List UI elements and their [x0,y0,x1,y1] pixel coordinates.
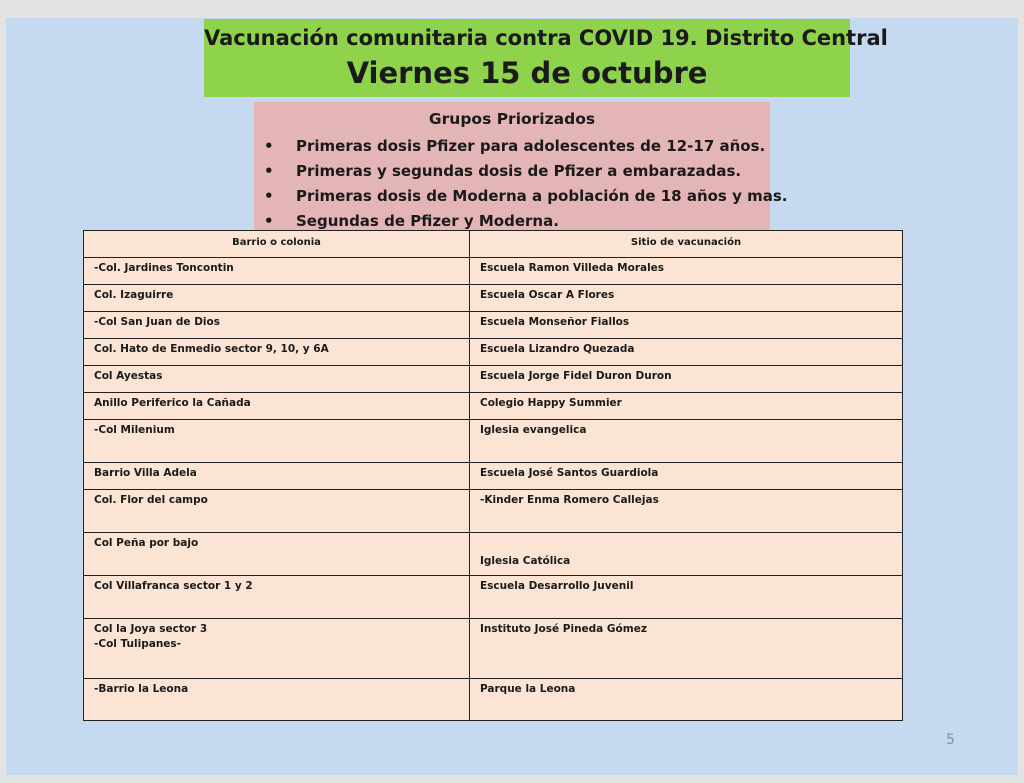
table-row [84,339,903,366]
barrio-cell: -Col San Juan de Dios [84,312,470,339]
sitio-cell: Escuela Oscar A Flores [470,285,903,312]
priority-group-text: Segundas de Pfizer y Moderna. [296,212,559,230]
bullet-icon: • [264,212,274,230]
barrio-cell: -Col. Jardines Toncontin [84,258,470,285]
table-row [84,619,903,679]
sitio-cell: -Kinder Enma Romero Callejas [470,490,903,533]
sitio-cell: Instituto José Pineda Gómez [470,619,903,679]
priority-group-item [254,136,787,161]
column-header-sitio: Sitio de vacunación [470,231,903,258]
sitio-cell: Iglesia evangelica [470,420,903,463]
column-header-barrio: Barrio o colonia [84,231,470,258]
title-line-1: Vacunación comunitaria contra COVID 19. Distrito Central [204,26,888,50]
sitio-cell: Iglesia Católica [470,533,903,576]
priority-group-item [254,186,787,211]
bullet-icon: • [264,137,274,155]
table-row [84,490,903,533]
barrio-cell: -Col Milenium [84,420,470,463]
priority-group-text: Primeras dosis de Moderna a población de 18 años y mas. [296,187,788,205]
table-row [84,312,903,339]
barrio-cell: Barrio Villa Adela [84,463,470,490]
table-row [84,285,903,312]
sitio-cell: Escuela Monseñor Fiallos [470,312,903,339]
sitio-cell: Colegio Happy Summier [470,393,903,420]
table-row [84,420,903,463]
priority-group-item [254,161,787,186]
table-row [84,576,903,619]
page-number: 5 [946,732,955,748]
sitio-cell: Parque la Leona [470,679,903,721]
priority-groups-heading: Grupos Priorizados [428,110,596,128]
sitio-cell: Escuela Ramon Villeda Morales [470,258,903,285]
sitio-cell: Escuela Jorge Fidel Duron Duron [470,366,903,393]
title-date: Viernes 15 de octubre [346,56,708,90]
vaccination-sites-table [83,230,903,721]
table-row [84,463,903,490]
priority-groups-box [254,102,788,233]
table-row [84,258,903,285]
sitio-cell: Escuela Desarrollo Juvenil [470,576,903,619]
barrio-cell: -Barrio la Leona [84,679,470,721]
table-header-row [84,231,903,258]
barrio-cell: Col. Flor del campo [84,490,470,533]
bullet-icon: • [264,162,274,180]
barrio-cell: Col. Izaguirre [84,285,470,312]
table-row [84,533,903,576]
barrio-cell: Col. Hato de Enmedio sector 9, 10, y 6A [84,339,470,366]
barrio-cell: Col Villafranca sector 1 y 2 [84,576,470,619]
priority-group-text: Primeras y segundas dosis de Pfizer a embarazadas. [296,162,742,180]
sitio-cell: Escuela Lizandro Quezada [470,339,903,366]
title-banner [204,19,888,97]
barrio-cell: Col Ayestas [84,366,470,393]
priority-group-text: Primeras dosis Pfizer para adolescentes de 12-17 años. [296,137,766,155]
table-row [84,366,903,393]
table-row [84,679,903,721]
sitio-cell: Escuela José Santos Guardiola [470,463,903,490]
barrio-cell: Col Peña por bajo [84,533,470,576]
barrio-cell: Anillo Periferico la Cañada [84,393,470,420]
priority-groups-list [254,136,787,236]
bullet-icon: • [264,187,274,205]
table-row [84,393,903,420]
barrio-cell: Col la Joya sector 3 -Col Tulipanes- [84,619,470,679]
